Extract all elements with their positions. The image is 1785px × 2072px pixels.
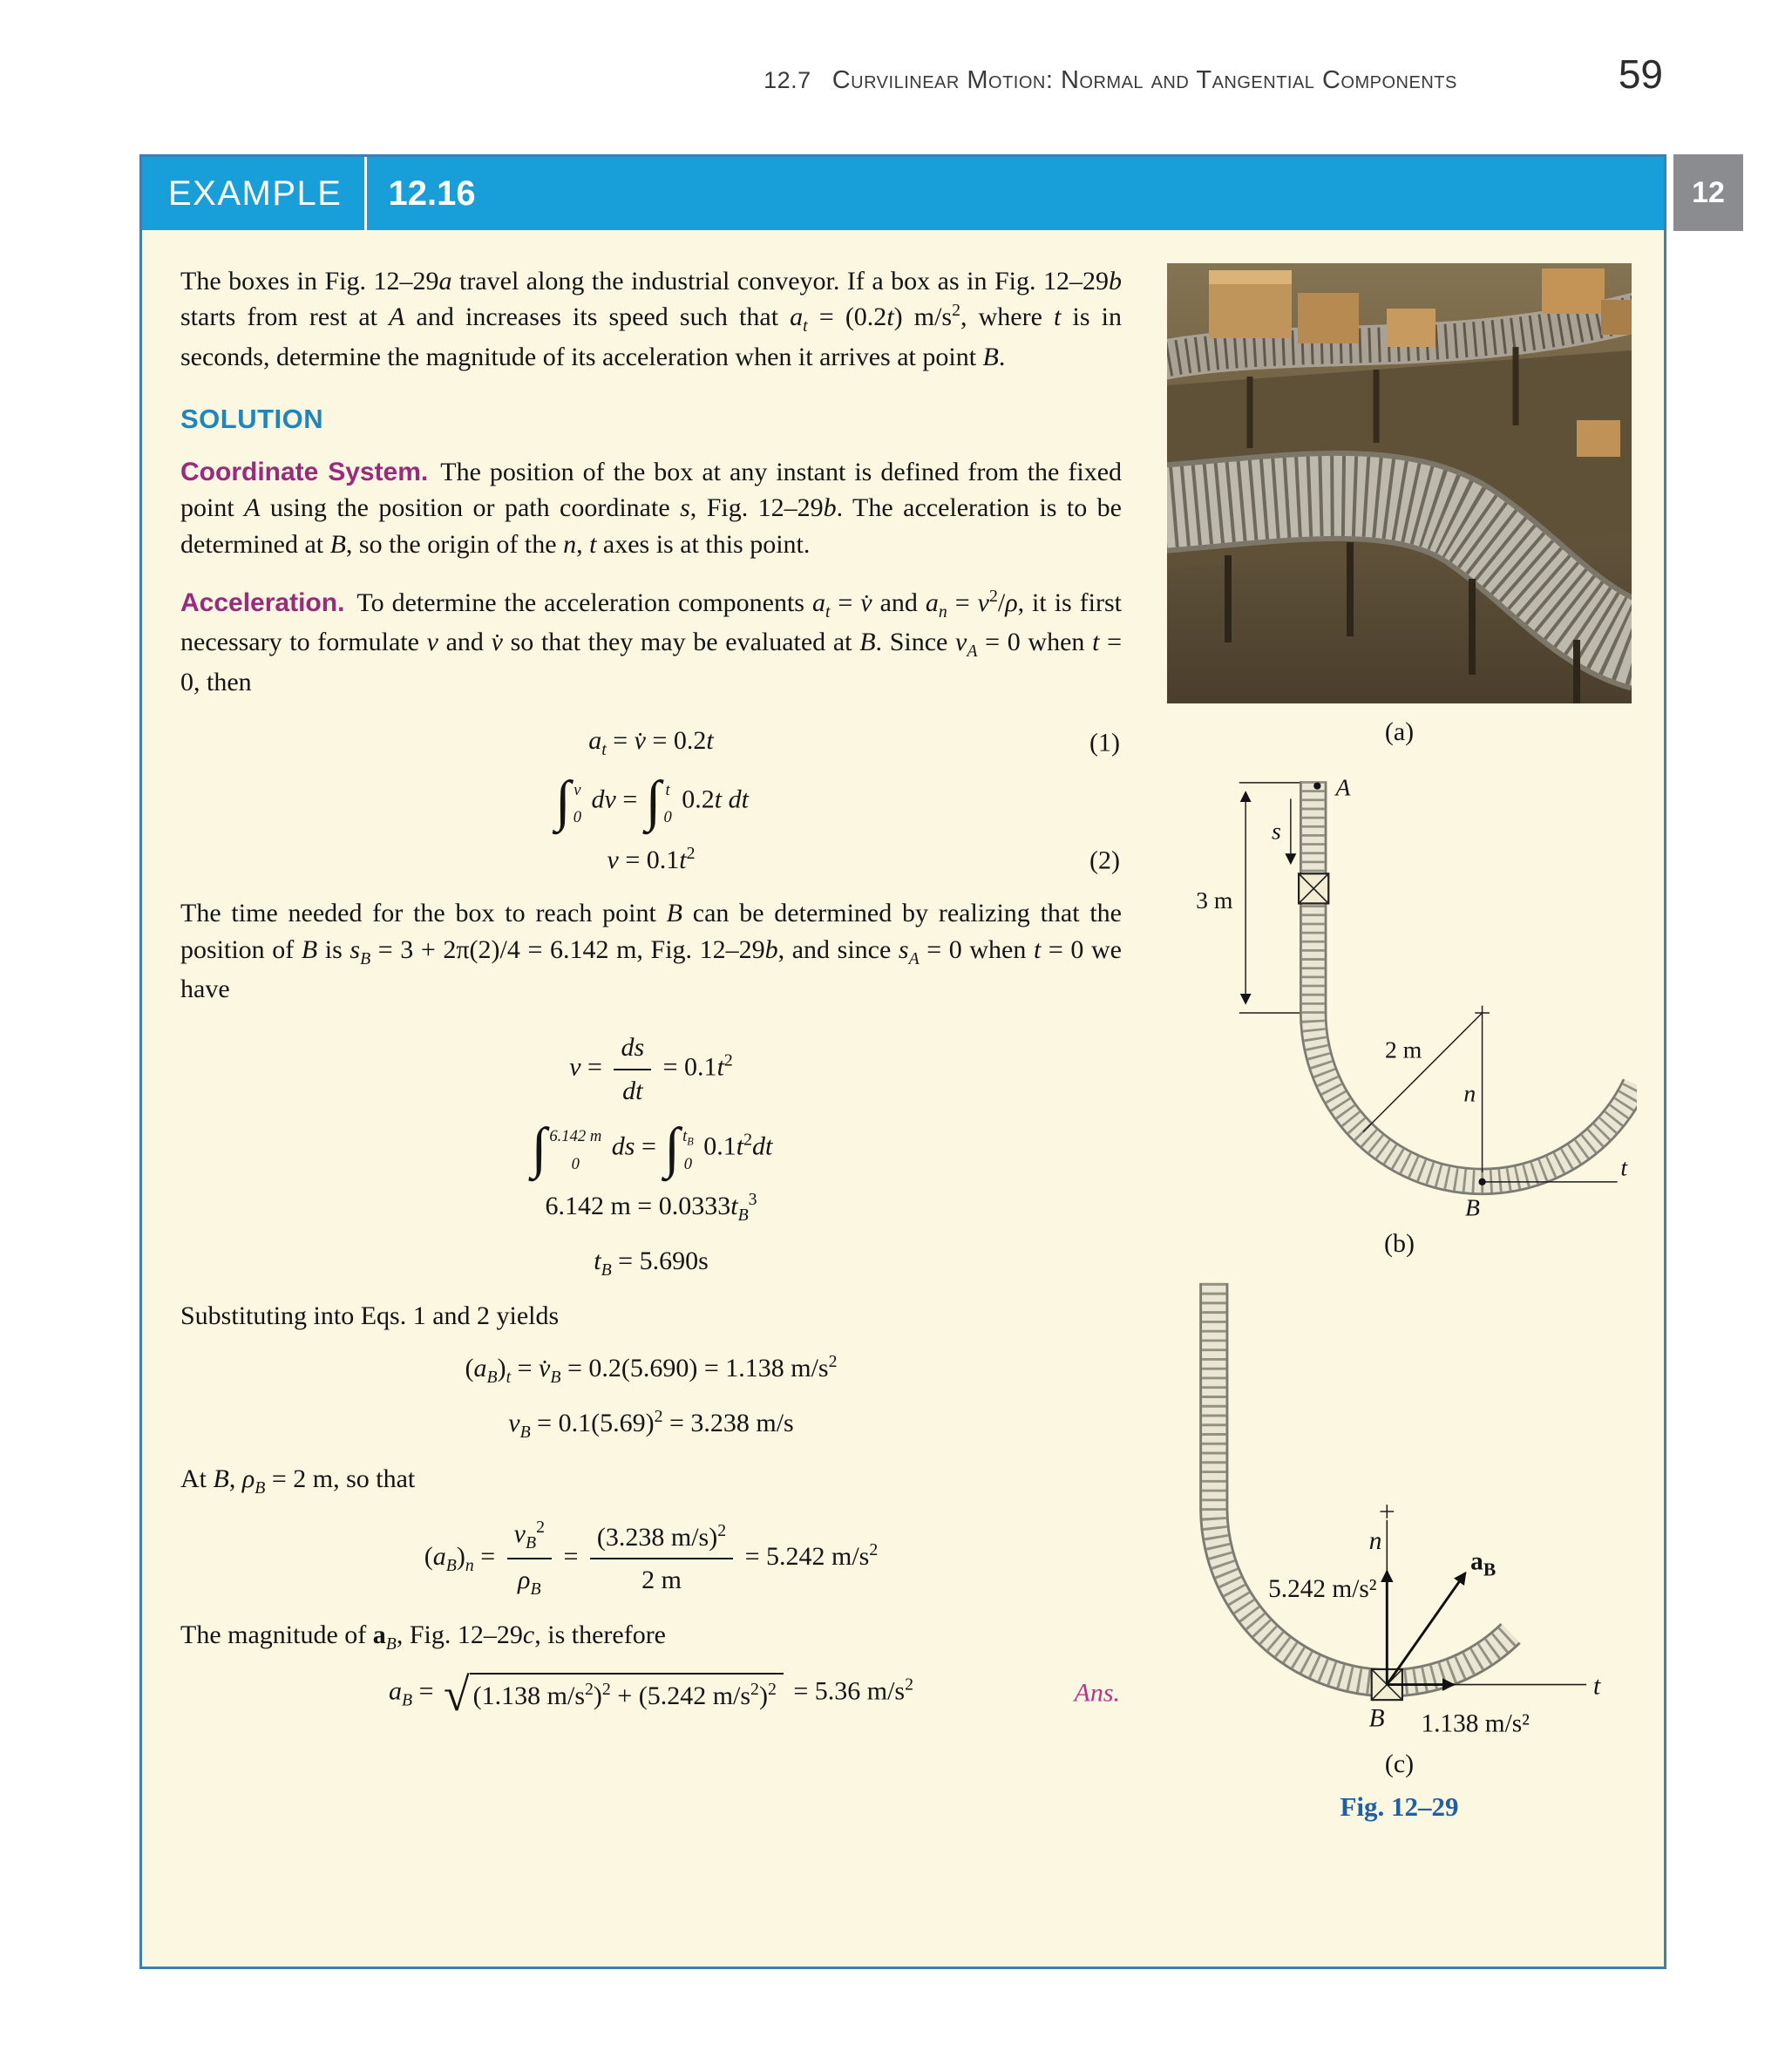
radius-2m-label: 2 m <box>1384 1036 1422 1063</box>
velocity-at-b-body: $v_B = 0.1(5.69)^2 = 3.238$ m/s <box>508 1407 794 1443</box>
equation-2-number: (2) <box>1089 846 1120 875</box>
section-title: Curvilinear Motion: Normal and Tangential Components <box>831 66 1457 94</box>
position-result-body: 6.142 $m = 0.0333t_B^3$ <box>545 1189 757 1225</box>
integral-line-1-body: ∫ v 0 dv = ∫ t 0 0.2t dt <box>555 770 749 832</box>
running-head <box>0 51 1663 98</box>
equation-2 <box>180 841 1122 880</box>
time-result-equation <box>180 1243 1122 1282</box>
point-b-dot <box>1478 1179 1485 1185</box>
equation-1-body: $a_t$ = v̇ = 0.2t <box>588 726 714 760</box>
coordinate-system-text: The position of the box at any instant is defined from the fixed point A using the position or path coordinate s, Fig. 12–29b. The acceleration is to be determined at B, so the origin of the n, t axes is at this point. <box>180 457 1123 559</box>
magnitude-paragraph: The magnitude of $a_B$, Fig. 12–29c, is therefore <box>180 1620 666 1654</box>
conveyor-belt-path <box>1313 781 1635 1181</box>
point-a-dot <box>1313 782 1320 789</box>
point-b-label-c: B <box>1368 1704 1385 1733</box>
solution-heading: SOLUTION <box>180 404 324 435</box>
velocity-equation-body: v = $\frac{ds}{dt}$ = $0.1t^2$ <box>569 1029 733 1109</box>
problem-statement: The boxes in Fig. 12–29a travel along the industrial conveyor. If a box as in Fig. 12–29b starts from rest at A and increases its speed such that $a_t = (0.2t)$ $m/s^2$, where t is in seconds, determine the magnitude of its acceleration when it arrives at point B. <box>180 267 1122 371</box>
velocity-equation <box>180 1029 1122 1109</box>
text-column <box>180 263 1122 1823</box>
box-symbol <box>1299 873 1328 903</box>
normal-acceleration-equation <box>180 1516 1122 1602</box>
substitute-paragraph: Substituting into Eqs. 1 and 2 yields <box>180 1301 560 1331</box>
example-content <box>142 230 1664 1823</box>
figure-c-acceleration-diagram <box>1167 1280 1632 1744</box>
n-axis-label-c: n <box>1368 1527 1382 1556</box>
n-axis-label: n <box>1463 1079 1476 1107</box>
integral-line-1 <box>180 770 1122 832</box>
time-paragraph: The time needed for the box to reach point B can be determined by realizing that the position of B is $s_B = 3 + 2\pi(2)/4 = 6.142$ m, Fig. 12–29b, and since $s_A = 0$ when t = 0 we have <box>180 899 1123 1003</box>
figure-b-caption: (b) <box>1384 1229 1415 1258</box>
integral-line-2 <box>180 1117 1122 1179</box>
final-equation <box>180 1668 1122 1721</box>
figure-column <box>1162 263 1637 1823</box>
equation-1 <box>180 723 1122 762</box>
coordinate-system-paragraph <box>180 454 1122 562</box>
acceleration-paragraph <box>180 585 1122 700</box>
equation-2-body: $v = 0.1t^2$ <box>607 844 696 875</box>
acceleration-text: To determine the acceleration components $a_t$ = v̇ and $a_n = v^2/\rho$, it is first necessary to formulate v and v̇ so that they may be evaluated at B. Since $v_A = 0$ when t = 0, then <box>180 587 1123 696</box>
example-label: EXAMPLE <box>168 173 343 213</box>
normal-acceleration-value: 5.242 m/s² <box>1268 1574 1377 1603</box>
figure-b-path-diagram <box>1162 771 1637 1222</box>
conveyor-photo <box>1167 263 1632 703</box>
figure-a-caption: (a) <box>1384 717 1415 746</box>
s-coordinate-label: s <box>1272 817 1281 845</box>
resultant-acceleration-label: $a_B$ <box>1470 1547 1497 1580</box>
integral-line-2-body: ∫ 6.142 m 0 ds = ∫ $t_B$ 0 $0.1t^2dt$ <box>531 1117 773 1179</box>
figure-number-label: Fig. 12–29 <box>1340 1791 1459 1822</box>
coordinate-system-label: Coordinate System. <box>180 457 429 486</box>
tangential-acceleration-body: $(a_B)_t$ = $v̇_B = 0.2(5.690) = 1.138$ $m/s^2$ <box>465 1351 838 1387</box>
point-b-label: B <box>1465 1193 1480 1221</box>
example-divider <box>364 157 367 230</box>
position-result-equation <box>180 1188 1122 1227</box>
page-number: 59 <box>1618 51 1663 97</box>
tangential-acceleration-value: 1.138 m/s² <box>1421 1709 1530 1738</box>
acceleration-label: Acceleration. <box>180 588 345 618</box>
equation-1-number: (1) <box>1089 728 1120 757</box>
point-a-label: A <box>1335 773 1351 801</box>
time-result-body: $t_B = 5.690s$ <box>594 1247 709 1281</box>
tangential-acceleration-equation <box>180 1350 1122 1389</box>
normal-acceleration-body: $(a_B)_n$ = $\frac{v_B^2}{\rho_B}$ = $\frac{(3.238 m/s)^2}{2 m}$ = 5.242 $m/s^2$ <box>424 1517 879 1600</box>
velocity-at-b-equation <box>180 1405 1122 1444</box>
chapter-tab: 12 <box>1673 154 1743 231</box>
example-box <box>139 154 1666 1969</box>
conveyor-belt-path-c <box>1214 1283 1510 1683</box>
section-number: 12.7 <box>764 67 811 93</box>
figure-c-caption: (c) <box>1384 1749 1415 1778</box>
final-equation-body: $a_B$ = √ (1.138 $m/s^2)^2 + (5.242$ $m/s^2)^2$ = 5.36 $m/s^2$ <box>389 1668 913 1721</box>
at-b-paragraph: At B, $\rho_B = 2$ m, so that <box>180 1464 416 1498</box>
example-number: 12.16 <box>388 173 476 213</box>
t-axis-label: t <box>1620 1153 1628 1181</box>
answer-label: Ans. <box>1074 1678 1120 1708</box>
t-axis-label-c: t <box>1592 1672 1601 1701</box>
dimension-3m-label: 3 m <box>1196 886 1233 914</box>
radius-annotation <box>1363 1006 1490 1132</box>
example-header-bar <box>142 157 1664 230</box>
